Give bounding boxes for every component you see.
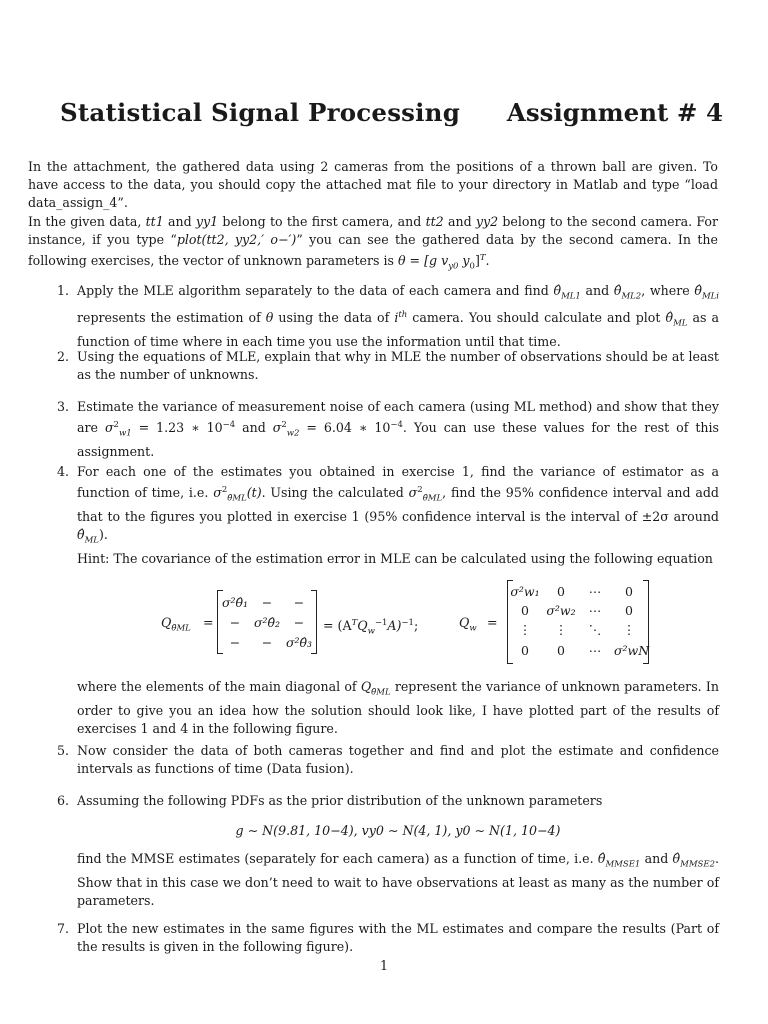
exercise-1: 1. Apply the MLE algorithm separately to the data of each camera and find $\thetâ_{ML1}$ and $\thetâ_{ML2}$, where $\thetâ_{MLi}$ represents the estimation of θ using the data of $i^{th}$ camera. You should calculate and plot $\thetâ_{ML}$ as a function of time where in each time you use the information until that time.: [57, 283, 720, 349]
exercise-3: 3. Estimate the variance of measurement noise of each camera (using ML method) and show that they are $\sigma^2_{w1} = 1.23$ ∗ $10^{-4}$ and $\sigma^2_{w2} = 6.04$ ∗ $10^{-4}$. You can use these values for the rest of this assignment.: [57, 399, 719, 460]
covariance-equation: $Q_{\thetâML}$ = σ²θ̂₁ − − − σ²θ̂₂ − − − σ²θ̂₃ = $(A^TQ_w^{-1}A)^{-1}$; $Q_w$ = σ²w₁ 0 ⋯ 0 0 σ²w₂ ⋯ 0 ⋮ ⋮ ⋱ ⋮ 0 0 ⋯ σ²wN: [77, 580, 719, 670]
estimation-covariance-matrix: σ²θ̂₁ − − − σ²θ̂₂ − − − σ²θ̂₃: [217, 590, 317, 654]
exercise-2: 2. Using the equations of MLE, explain that why in MLE the number of observations should be at least as the number of unknowns.: [57, 349, 719, 383]
exercise-6: 6. Assuming the following PDFs as the prior distribution of the unknown parameters g ∼ N(9.81, 10−4), vy0 ∼ N(4, 1), y0 ∼ N(1, 10−4) find the MMSE estimates (separately for each camera) as a function of time, i.e. $\thetâ_{MMSE1}$ and $\thetâ_{MMSE2}$. Show that in this case we don’t need to wait to have observations at least as many as the number of parameters.: [57, 793, 719, 909]
intro-paragraph-2: In the given data, tt1 and yy1 belong to the first camera, and tt2 and yy2 belong to the second camera. For instance, if you type “plot(tt2, yy2,′ o−′)” you can see the gathered data by the second camera. In the following exercises, the vector of unknown parameters is θ = [g $v_{y0}$ $y_0]^T$.: [28, 213, 719, 272]
assignment-title: Assignment # 4: [506, 98, 723, 127]
intro: [28, 158, 718, 276]
intro-paragraph-1: In the attachment, the gathered data using 2 cameras from the positions of a thrown ball are given. To have access to the data, you should copy the attached mat file to your directory in Matlab and type “load data_assign_4”.: [28, 159, 718, 211]
hint-text: Hint: The covariance of the estimation error in MLE can be calculated using the following equation: [77, 551, 713, 567]
prior-distributions: g ∼ N(9.81, 10−4), vy0 ∼ N(4, 1), y0 ∼ N(1, 10−4): [235, 823, 561, 839]
header: [60, 98, 723, 138]
exercise-7: 7. Plot the new estimates in the same figures with the ML estimates and compare the results (Part of the results is given in the following figure).: [57, 921, 719, 955]
course-title: Statistical Signal Processing: [60, 98, 461, 127]
page-number: 1: [379, 958, 388, 973]
noise-covariance-matrix: σ²w₁ 0 ⋯ 0 0 σ²w₂ ⋯ 0 ⋮ ⋮ ⋱ ⋮ 0 0 ⋯ σ²wN: [507, 580, 649, 664]
exercise-5: 5. Now consider the data of both cameras together and find and plot the estimate and confidence intervals as functions of time (Data fusion).: [57, 743, 719, 777]
exercise-4: 4. For each one of the estimates you obtained in exercise 1, find the variance of estimator as a function of time, i.e. $\sigma^2_{\thetâML}(t)$. Using the calculated $\sigma^2_{\thetâML}$, find the 95% confidence interval and add that to the figures you plotted in exercise 1 (95% confidence interval is the interval of ±2σ around $\thetâ_{ML}$). Hint: The covariance of the estimation error in MLE can be calculated using the following equation: [57, 464, 719, 567]
exercise-4-continued: where the elements of the main diagonal of $Q_{\thetâML}$ represent the variance of unknown parameters. In order to give you an idea how the solution should look like, I have plotted part of the results of exercises 1 and 4 in the following figure.: [77, 679, 719, 736]
